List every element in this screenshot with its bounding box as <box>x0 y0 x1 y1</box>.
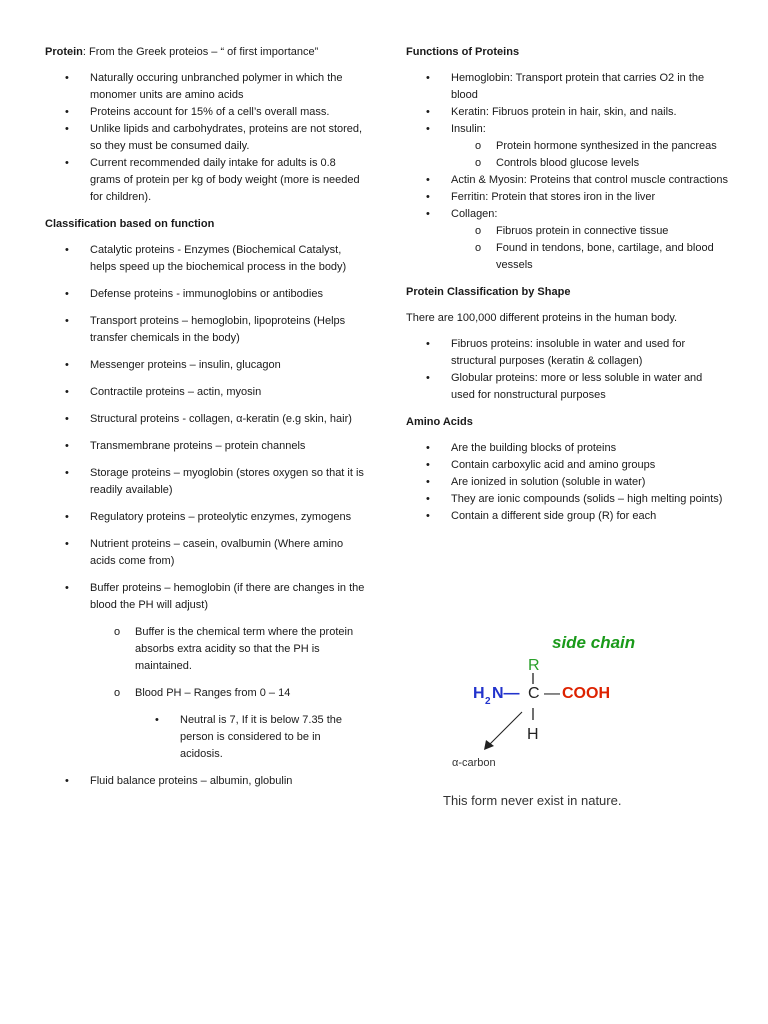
amine-subscript-label: 2 <box>485 696 491 707</box>
list-item: • Actin & Myosin: Proteins that control muscle contractions <box>406 172 728 189</box>
blood-ph-text: Blood PH – Ranges from 0 – 14 <box>135 687 291 699</box>
list-item: • Storage proteins – myoglobin (stores oxygen so that it is readily available) <box>45 465 365 499</box>
list-item-insulin <box>406 121 728 172</box>
list-item: • Are the building blocks of proteins <box>406 440 728 457</box>
side-chain-label: side chain <box>552 633 636 652</box>
figure-caption: This form never exist in nature. <box>443 793 622 808</box>
alpha-carbon-label: α-carbon <box>452 757 496 769</box>
sub-list-item: o Buffer is the chemical term where the protein absorbs extra acidity so that the PH is maintained. <box>90 624 365 675</box>
buffer-proteins-text: Buffer proteins – hemoglobin (if there are changes in the blood the PH will adjust) <box>90 582 365 611</box>
list-item: • Transmembrane proteins – protein channels <box>45 438 365 455</box>
list-item-collagen <box>406 206 728 274</box>
r-group-label: R <box>528 657 540 674</box>
list-item: • Catalytic proteins - Enzymes (Biochemical Catalyst, helps speed up the biochemical process in the body) <box>45 242 365 276</box>
list-item: • Messenger proteins – insulin, glucagon <box>45 357 365 374</box>
list-item: • Fluid balance proteins – albumin, globulin <box>45 773 365 790</box>
carboxyl-label: COOH <box>562 685 610 702</box>
list-item: • Structural proteins - collagen, α-keratin (e.g skin, hair) <box>45 411 365 428</box>
hydrogen-label: H <box>527 726 539 743</box>
classification-heading: Classification based on function <box>45 218 215 230</box>
collagen-sublist <box>451 223 728 274</box>
list-item: • Hemoglobin: Transport protein that carries O2 in the blood <box>406 70 728 104</box>
amino-acid-structure-diagram <box>440 626 660 786</box>
shape-list <box>406 336 728 404</box>
list-item: • Contain a different side group (R) for each <box>406 508 728 525</box>
list-item: • Current recommended daily intake for adults is 0.8 grams of protein per kg of body weight (more is needed for children). <box>45 155 365 206</box>
sub-list-item-ph <box>90 685 365 763</box>
list-item: • Globular proteins: more or less soluble in water and used for nonstructural purposes <box>406 370 728 404</box>
list-item: • Are ionized in solution (soluble in water) <box>406 474 728 491</box>
list-item: • Contractile proteins – actin, myosin <box>45 384 365 401</box>
amino-acids-heading: Amino Acids <box>406 416 473 428</box>
shape-intro: There are 100,000 different proteins in the human body. <box>406 312 678 324</box>
insulin-sublist <box>451 138 728 172</box>
list-item: • Naturally occuring unbranched polymer in which the monomer units are amino acids <box>45 70 365 104</box>
amine-n-label: N— <box>492 685 520 702</box>
functions-list <box>406 70 728 274</box>
sub-list-item: o Controls blood glucose levels <box>451 155 728 172</box>
bond-c-cooh: — <box>544 685 560 702</box>
right-column <box>406 44 728 535</box>
list-item: • Defense proteins - immunoglobins or antibodies <box>45 286 365 303</box>
protein-definition-text: : From the Greek proteios – “ of first importance” <box>82 46 319 58</box>
list-item: • Fibruos proteins: insoluble in water and used for structural purposes (keratin & collagen) <box>406 336 728 370</box>
list-item: • They are ionic compounds (solids – high melting points) <box>406 491 728 508</box>
functions-heading: Functions of Proteins <box>406 46 520 58</box>
left-column <box>45 44 365 800</box>
amino-acid-structure-figure <box>440 626 660 816</box>
sub-sub-list-item: • Neutral is 7, If it is below 7.35 the person is considered to be in acidosis. <box>135 712 365 763</box>
list-item: • Unlike lipids and carbohydrates, proteins are not stored, so they must be consumed daily. <box>45 121 365 155</box>
ph-sublist <box>135 712 365 763</box>
list-item: • Keratin: Fibruos protein in hair, skin, and nails. <box>406 104 728 121</box>
collagen-text: Collagen: <box>451 208 498 220</box>
classification-list <box>45 242 365 790</box>
amino-acids-list <box>406 440 728 525</box>
sub-list-item: o Found in tendons, bone, cartilage, and blood vessels <box>451 240 728 274</box>
list-item: • Contain carboxylic acid and amino groups <box>406 457 728 474</box>
list-item: • Ferritin: Protein that stores iron in the liver <box>406 189 728 206</box>
list-item: • Proteins account for 15% of a cell’s overall mass. <box>45 104 365 121</box>
list-item: • Regulatory proteins – proteolytic enzymes, zymogens <box>45 509 365 526</box>
shape-heading: Protein Classification by Shape <box>406 286 571 298</box>
buffer-sublist <box>90 624 365 763</box>
sub-list-item: o Fibruos protein in connective tissue <box>451 223 728 240</box>
sub-list-item: o Protein hormone synthesized in the pancreas <box>451 138 728 155</box>
protein-facts-list <box>45 70 365 206</box>
alpha-carbon-arrow <box>490 712 522 744</box>
list-item-buffer <box>45 580 365 763</box>
alpha-carbon-atom: C <box>528 685 540 702</box>
list-item: • Nutrient proteins – casein, ovalbumin (Where amino acids come from) <box>45 536 365 570</box>
amine-h-label: H <box>473 685 485 702</box>
list-item: • Transport proteins – hemoglobin, lipoproteins (Helps transfer chemicals in the body) <box>45 313 365 347</box>
protein-definition <box>45 44 365 61</box>
protein-term: Protein <box>45 46 83 58</box>
insulin-text: Insulin: <box>451 123 486 135</box>
